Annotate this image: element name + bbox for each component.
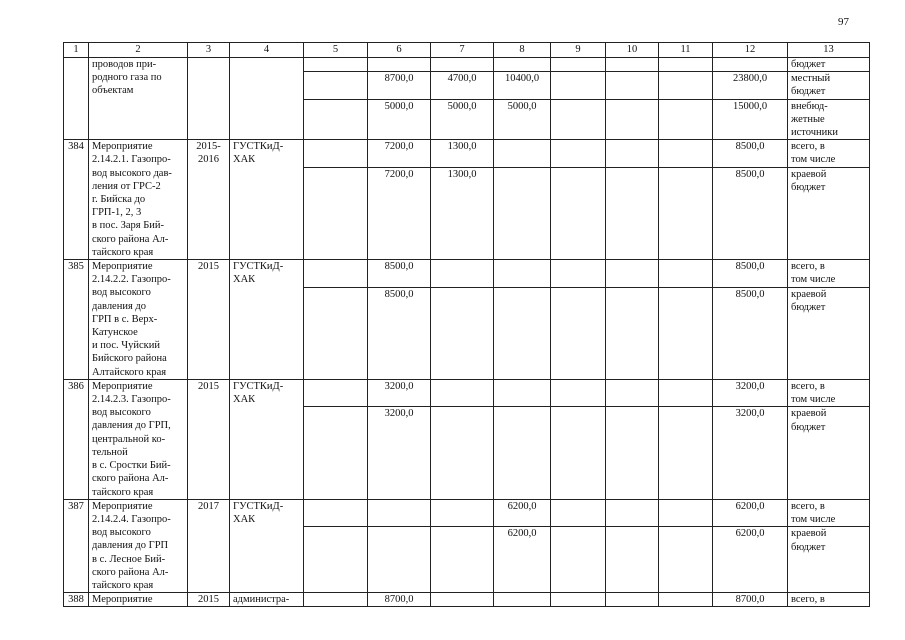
cell-col11 bbox=[659, 499, 713, 527]
table-row bbox=[64, 593, 870, 607]
cell-col5 bbox=[304, 499, 368, 527]
cell-col8 bbox=[494, 379, 551, 407]
cell-col5 bbox=[304, 72, 368, 99]
cell-col10 bbox=[606, 379, 659, 407]
cell-col12: 8500,0 bbox=[713, 260, 788, 288]
cell-col5 bbox=[304, 99, 368, 140]
cell-description: проводов при- родного газа по объектам bbox=[89, 58, 188, 140]
cell-col8: 6200,0 bbox=[494, 527, 551, 593]
cell-col8 bbox=[494, 407, 551, 499]
cell-col9 bbox=[551, 140, 606, 168]
cell-description: Мероприятие 2.14.2.1. Газопро- вод высокого дав- ления от ГРС-2 г. Бийска до ГРП-1, 2, 3 в пос. Заря Бий- ского района Ал- тайского края bbox=[89, 140, 188, 260]
cell-col7 bbox=[431, 527, 494, 593]
cell-col11 bbox=[659, 58, 713, 72]
cell-col10 bbox=[606, 593, 659, 607]
cell-col8: 6200,0 bbox=[494, 499, 551, 527]
cell-col8 bbox=[494, 260, 551, 288]
cell-col10 bbox=[606, 58, 659, 72]
cell-col6 bbox=[368, 499, 431, 527]
cell-col7 bbox=[431, 260, 494, 288]
cell-executor: ГУСТКиД- ХАК bbox=[230, 260, 304, 380]
cell-col6: 8500,0 bbox=[368, 287, 431, 379]
table-row bbox=[64, 260, 870, 288]
cell-col8 bbox=[494, 593, 551, 607]
cell-col11 bbox=[659, 527, 713, 593]
cell-funding-source: краевой бюджет bbox=[788, 167, 870, 259]
cell-col5 bbox=[304, 527, 368, 593]
cell-col9 bbox=[551, 58, 606, 72]
cell-col9 bbox=[551, 593, 606, 607]
cell-col5 bbox=[304, 287, 368, 379]
cell-col12: 23800,0 bbox=[713, 72, 788, 99]
cell-col9 bbox=[551, 72, 606, 99]
cell-col9 bbox=[551, 527, 606, 593]
column-header-9: 9 bbox=[551, 43, 606, 58]
cell-executor: ГУСТКиД- ХАК bbox=[230, 499, 304, 592]
cell-funding-source: местный бюджет bbox=[788, 72, 870, 99]
cell-col9 bbox=[551, 499, 606, 527]
cell-col8 bbox=[494, 58, 551, 72]
column-header-13: 13 bbox=[788, 43, 870, 58]
cell-col7: 1300,0 bbox=[431, 140, 494, 168]
column-header-7: 7 bbox=[431, 43, 494, 58]
cell-col10 bbox=[606, 140, 659, 168]
cell-col12: 8500,0 bbox=[713, 287, 788, 379]
cell-description: Мероприятие bbox=[89, 593, 188, 607]
cell-year: 2015 bbox=[188, 593, 230, 607]
cell-col10 bbox=[606, 260, 659, 288]
cell-col6: 8700,0 bbox=[368, 72, 431, 99]
cell-col7 bbox=[431, 499, 494, 527]
budget-table bbox=[63, 42, 870, 607]
cell-description: Мероприятие 2.14.2.3. Газопро- вод высокого давления до ГРП, центральной ко- тельной в с. Сростки Бий- ского района Ал- тайского края bbox=[89, 379, 188, 499]
cell-col10 bbox=[606, 499, 659, 527]
cell-col9 bbox=[551, 260, 606, 288]
cell-col12: 3200,0 bbox=[713, 379, 788, 407]
cell-item-number: 388 bbox=[64, 593, 89, 607]
cell-col6: 8700,0 bbox=[368, 593, 431, 607]
cell-item-number: 385 bbox=[64, 260, 89, 380]
cell-col10 bbox=[606, 407, 659, 499]
cell-col7 bbox=[431, 407, 494, 499]
cell-col8: 10400,0 bbox=[494, 72, 551, 99]
cell-col11 bbox=[659, 379, 713, 407]
header-row bbox=[64, 43, 870, 58]
cell-item-number: 386 bbox=[64, 379, 89, 499]
cell-col9 bbox=[551, 99, 606, 140]
cell-col10 bbox=[606, 72, 659, 99]
cell-executor: ГУСТКиД- ХАК bbox=[230, 379, 304, 499]
column-header-1: 1 bbox=[64, 43, 89, 58]
table-row bbox=[64, 379, 870, 407]
cell-col6 bbox=[368, 58, 431, 72]
cell-col5 bbox=[304, 379, 368, 407]
cell-funding-source: всего, в том числе bbox=[788, 260, 870, 288]
cell-col7 bbox=[431, 287, 494, 379]
cell-col7: 5000,0 bbox=[431, 99, 494, 140]
cell-col8 bbox=[494, 140, 551, 168]
cell-col7 bbox=[431, 58, 494, 72]
cell-col12: 6200,0 bbox=[713, 499, 788, 527]
column-header-4: 4 bbox=[230, 43, 304, 58]
table-row bbox=[64, 499, 870, 527]
cell-col11 bbox=[659, 593, 713, 607]
cell-col10 bbox=[606, 99, 659, 140]
cell-col10 bbox=[606, 527, 659, 593]
cell-col6 bbox=[368, 527, 431, 593]
cell-col11 bbox=[659, 260, 713, 288]
cell-col11 bbox=[659, 72, 713, 99]
cell-col12: 8500,0 bbox=[713, 140, 788, 168]
cell-col9 bbox=[551, 167, 606, 259]
cell-year: 2015 bbox=[188, 379, 230, 499]
cell-col11 bbox=[659, 99, 713, 140]
cell-funding-source: краевой бюджет bbox=[788, 407, 870, 499]
cell-col7: 1300,0 bbox=[431, 167, 494, 259]
cell-funding-source: всего, в том числе bbox=[788, 499, 870, 527]
column-header-11: 11 bbox=[659, 43, 713, 58]
cell-col9 bbox=[551, 379, 606, 407]
cell-year bbox=[188, 58, 230, 140]
cell-col12: 3200,0 bbox=[713, 407, 788, 499]
cell-col5 bbox=[304, 167, 368, 259]
column-header-8: 8 bbox=[494, 43, 551, 58]
cell-col8 bbox=[494, 167, 551, 259]
column-header-3: 3 bbox=[188, 43, 230, 58]
cell-funding-source: всего, в том числе bbox=[788, 140, 870, 168]
cell-executor: администра- bbox=[230, 593, 304, 607]
cell-col5 bbox=[304, 58, 368, 72]
cell-col7 bbox=[431, 593, 494, 607]
cell-executor: ГУСТКиД- ХАК bbox=[230, 140, 304, 260]
cell-col6: 3200,0 bbox=[368, 379, 431, 407]
cell-year: 2017 bbox=[188, 499, 230, 592]
cell-funding-source: всего, в bbox=[788, 593, 870, 607]
cell-col6: 7200,0 bbox=[368, 140, 431, 168]
cell-description: Мероприятие 2.14.2.2. Газопро- вод высокого давления до ГРП в с. Верх- Катунское и пос. Чуйский Бийского района Алтайского края bbox=[89, 260, 188, 380]
cell-year: 2015- 2016 bbox=[188, 140, 230, 260]
cell-col10 bbox=[606, 287, 659, 379]
cell-col8 bbox=[494, 287, 551, 379]
cell-description: Мероприятие 2.14.2.4. Газопро- вод высокого давления до ГРП в с. Лесное Бий- ского района Ал- тайского края bbox=[89, 499, 188, 592]
cell-col5 bbox=[304, 593, 368, 607]
cell-col8: 5000,0 bbox=[494, 99, 551, 140]
cell-col11 bbox=[659, 287, 713, 379]
cell-col6: 8500,0 bbox=[368, 260, 431, 288]
cell-col5 bbox=[304, 260, 368, 288]
cell-col12 bbox=[713, 58, 788, 72]
cell-funding-source: краевой бюджет bbox=[788, 287, 870, 379]
cell-col12: 8700,0 bbox=[713, 593, 788, 607]
cell-col12: 8500,0 bbox=[713, 167, 788, 259]
column-header-5: 5 bbox=[304, 43, 368, 58]
cell-year: 2015 bbox=[188, 260, 230, 380]
cell-col7 bbox=[431, 379, 494, 407]
cell-funding-source: внебюд- жетные источники bbox=[788, 99, 870, 140]
cell-item-number: 384 bbox=[64, 140, 89, 260]
cell-col5 bbox=[304, 407, 368, 499]
cell-funding-source: краевой бюджет bbox=[788, 527, 870, 593]
cell-funding-source: всего, в том числе bbox=[788, 379, 870, 407]
cell-col5 bbox=[304, 140, 368, 168]
table-row bbox=[64, 58, 870, 72]
column-header-6: 6 bbox=[368, 43, 431, 58]
cell-col9 bbox=[551, 287, 606, 379]
cell-item-number: 387 bbox=[64, 499, 89, 592]
cell-col11 bbox=[659, 140, 713, 168]
cell-col6: 3200,0 bbox=[368, 407, 431, 499]
cell-col7: 4700,0 bbox=[431, 72, 494, 99]
cell-item-number bbox=[64, 58, 89, 140]
cell-col9 bbox=[551, 407, 606, 499]
cell-col12: 6200,0 bbox=[713, 527, 788, 593]
page-number: 97 bbox=[838, 16, 849, 28]
cell-col11 bbox=[659, 167, 713, 259]
cell-executor bbox=[230, 58, 304, 140]
cell-col6: 5000,0 bbox=[368, 99, 431, 140]
cell-funding-source: бюджет bbox=[788, 58, 870, 72]
column-header-2: 2 bbox=[89, 43, 188, 58]
column-header-10: 10 bbox=[606, 43, 659, 58]
cell-col11 bbox=[659, 407, 713, 499]
cell-col10 bbox=[606, 167, 659, 259]
cell-col6: 7200,0 bbox=[368, 167, 431, 259]
cell-col12: 15000,0 bbox=[713, 99, 788, 140]
column-header-12: 12 bbox=[713, 43, 788, 58]
table-row bbox=[64, 140, 870, 168]
